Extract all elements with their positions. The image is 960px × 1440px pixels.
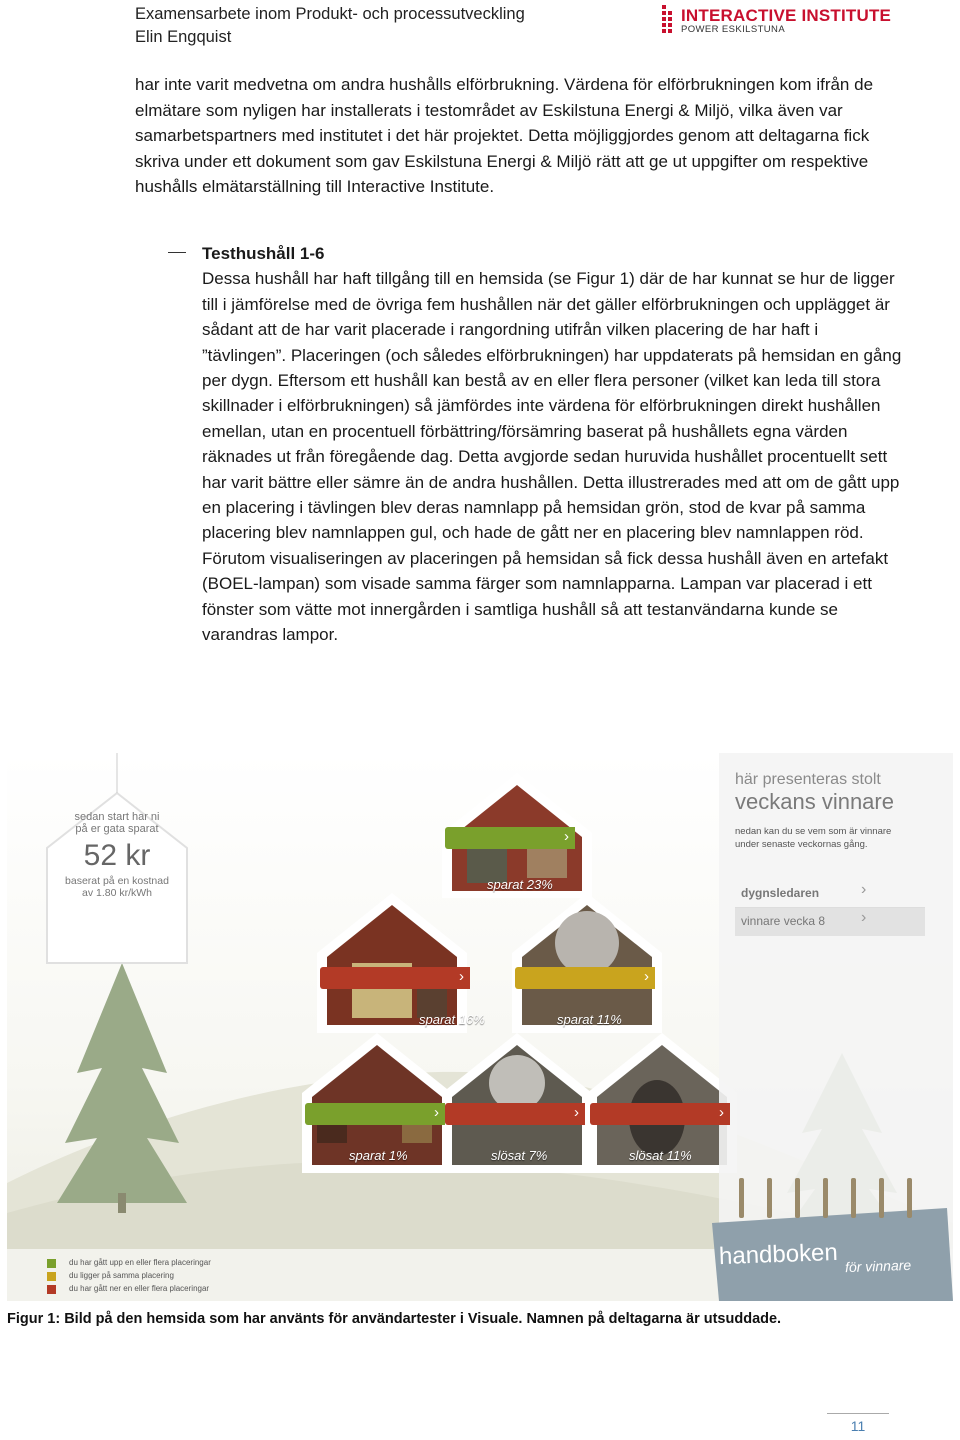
menu-item-label: vinnare vecka 8 bbox=[741, 914, 826, 928]
chevron-right-icon: › bbox=[644, 968, 649, 985]
logo-mark-icon bbox=[662, 5, 676, 33]
menu-item-label: dygnsledaren bbox=[741, 886, 820, 900]
house-6-nametag[interactable] bbox=[590, 1103, 730, 1125]
page-number: 11 bbox=[827, 1413, 889, 1434]
house-1-label: sparat 23% bbox=[487, 877, 553, 892]
menu-item-dygnsledaren[interactable] bbox=[735, 881, 925, 908]
interactive-institute-logo bbox=[662, 3, 902, 39]
house-5-nametag[interactable] bbox=[445, 1103, 585, 1125]
legend-text: du har gått upp en eller flera placeringar bbox=[69, 1258, 211, 1267]
badge-amount: 52 kr bbox=[83, 839, 151, 872]
badge-line4: av 1.80 kr/kWh bbox=[81, 887, 153, 899]
legend-text: du har gått ner en eller flera placeringar bbox=[69, 1284, 210, 1293]
legend-text: du ligger på samma placering bbox=[69, 1271, 174, 1280]
house-4-label: sparat 1% bbox=[349, 1148, 408, 1163]
legend-swatch bbox=[47, 1285, 56, 1294]
chevron-right-icon: › bbox=[719, 1104, 724, 1121]
chevron-right-icon: › bbox=[574, 1104, 579, 1121]
house-1-nametag[interactable] bbox=[445, 827, 575, 849]
handbook-subtitle: för vinnare bbox=[844, 1256, 912, 1276]
logo-subtext: POWER ESKILSTUNA bbox=[681, 24, 786, 35]
legend-swatch bbox=[47, 1272, 56, 1281]
chevron-right-icon: › bbox=[564, 828, 569, 845]
panel-big-title: veckans vinnare bbox=[735, 789, 894, 814]
legend-swatch bbox=[47, 1259, 56, 1268]
panel-desc-2: under senaste veckornas gång. bbox=[735, 839, 868, 850]
header-author: Elin Engquist bbox=[135, 28, 232, 46]
house-5-label: slösat 7% bbox=[491, 1148, 548, 1163]
badge-line3: baserat på en kostnad bbox=[65, 875, 169, 887]
bullet-item bbox=[202, 241, 902, 648]
logo-text: INTERACTIVE INSTITUTE bbox=[681, 6, 892, 25]
handbook-title[interactable]: handboken bbox=[718, 1238, 839, 1271]
house-3-nametag[interactable] bbox=[515, 967, 655, 989]
body-paragraph: har inte varit medvetna om andra hushålls elförbrukning. Värdena för elförbrukningen kom ifrån de elmätare som nyligen har installerats i testområdet av Eskilstuna Energi & Miljö, vilka även var samarbetspartners med institutet i det här projektet. Detta möjliggjordes genom att deltagarna fick skriva under ett dokument som gav Eskilstuna Energi & Miljö rätt att ge ut uppgifter om respektive hushålls elmätarställning till Interactive Institute. bbox=[135, 75, 874, 196]
header-title: Examensarbete inom Produkt- och processutveckling bbox=[135, 5, 525, 23]
chevron-right-icon: › bbox=[861, 881, 867, 898]
figure-caption: Figur 1: Bild på den hemsida som har använts för användartester i Visuale. Namnen på deltagarna är utsuddade. bbox=[7, 1311, 782, 1327]
chevron-right-icon: › bbox=[459, 968, 464, 985]
badge-line2: på er gata sparat bbox=[75, 823, 159, 835]
chevron-right-icon: › bbox=[434, 1104, 439, 1121]
house-2-nametag[interactable] bbox=[320, 967, 470, 989]
bullet-title: Testhushåll 1-6 bbox=[202, 244, 325, 263]
house-3-label: sparat 11% bbox=[557, 1012, 622, 1027]
badge-line1: sedan start har ni bbox=[74, 811, 160, 823]
website-figure bbox=[7, 753, 953, 1301]
house-6-label: slösat 11% bbox=[629, 1148, 692, 1163]
savings-badge bbox=[47, 811, 187, 899]
panel-desc-1: nedan kan du se vem som är vinnare bbox=[735, 826, 892, 837]
chevron-right-icon: › bbox=[861, 909, 867, 926]
house-2-label: sparat 16% bbox=[419, 1012, 485, 1027]
panel-small-title: här presenteras stolt bbox=[735, 771, 881, 788]
menu-item-vinnare-vecka[interactable] bbox=[735, 908, 925, 936]
bullet-text: Dessa hushåll har haft tillgång till en hemsida (se Figur 1) där de har kunnat se hur de ligger till i jämförelse med de övriga fem hushållen när det gäller elförbrukningen och upplägget är sådant att de har varit placerade i rangordning utifrån vilken placering de har haft i ”tävlingen”. Placeringen (och således elförbrukningen) har uppdaterats på hemsidan en gång per dygn. Eftersom ett hushåll kan bestå av en eller flera personer (vilket kan leda till stora skillnader i elförbrukningen) så jämfördes inte värdena för elförbrukningen direkt hushållen emellan, utan en procentuell förbättring/försämring baserat på hushållets egna värden räknades ut från föregående dag. Detta avgjorde sedan huruvida hushållet procentuellt sett har varit bättre eller sämre än de andra hushållen. Detta illustrerades med att om de gått upp en placering i tävlingen blev deras namnlapp på hemsidan grön, stod de kvar på samma placering blev namnlappen gul, och hade de gått ner en placering blev namnlappen röd. Förutom visualiseringen av placeringen på hemsidan så fick dessa hushåll även en artefakt (BOEL-lampan) som visade samma färger som namnlapparna. Lampan var placerad i ett fönster som vätte mot innergården i samtliga hushåll så att testanvändarna kunde se varandras lampor. bbox=[202, 269, 902, 645]
bullet-dash bbox=[168, 252, 186, 253]
house-4-nametag[interactable] bbox=[305, 1103, 445, 1125]
running-header bbox=[135, 3, 525, 49]
tree-left-icon bbox=[57, 963, 187, 1213]
